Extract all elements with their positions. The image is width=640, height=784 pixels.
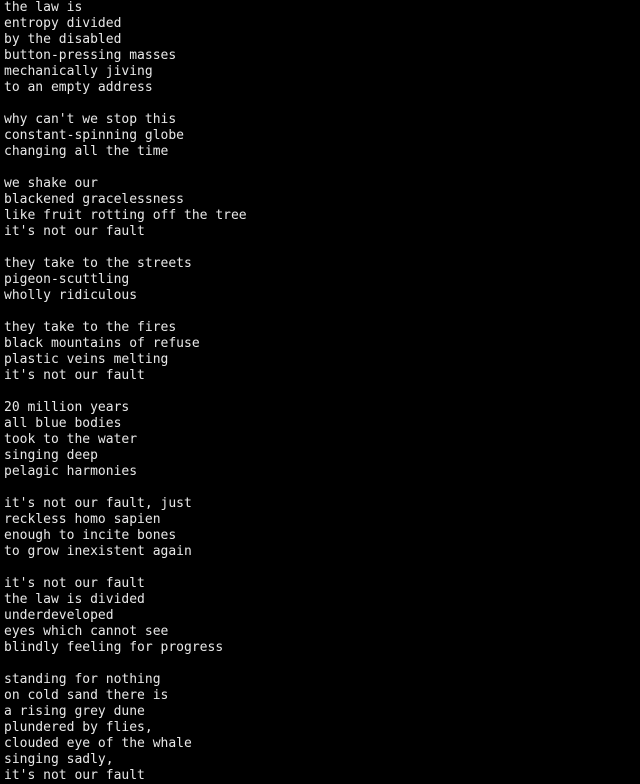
poem-line: plastic veins melting — [4, 352, 169, 367]
poem-blank-line — [4, 160, 640, 176]
poem-line: the law is — [4, 0, 83, 15]
poem-line: singing sadly, — [4, 752, 114, 767]
poem-blank-line — [4, 384, 640, 400]
poem-line: black mountains of refuse — [4, 336, 200, 351]
poem-line: clouded eye of the whale — [4, 736, 192, 751]
poem-line: standing for nothing — [4, 672, 161, 687]
poem-line: it's not our fault — [4, 576, 145, 591]
poem-line: like fruit rotting off the tree — [4, 208, 247, 223]
poem-line: we shake our — [4, 176, 98, 191]
poem-line: it's not our fault — [4, 368, 145, 383]
poem-line: to an empty address — [4, 80, 153, 95]
poem-line: constant-spinning globe — [4, 128, 185, 143]
poem-line: it's not our fault — [4, 224, 145, 239]
poem-line: underdeveloped — [4, 608, 114, 623]
poem-line: mechanically jiving — [4, 64, 153, 79]
poem-line: plundered by flies, — [4, 720, 153, 735]
poem-line: pigeon-scuttling — [4, 272, 130, 287]
poem-blank-line — [4, 480, 640, 496]
poem-line: enough to incite bones — [4, 528, 177, 543]
poem-blank-line — [4, 304, 640, 320]
poem-line: button-pressing masses — [4, 48, 177, 63]
poem-blank-line — [4, 560, 640, 576]
poem-line: singing deep — [4, 448, 98, 463]
poem-line: reckless homo sapien — [4, 512, 161, 527]
poem-line: blindly feeling for progress — [4, 640, 224, 655]
poem-line: it's not our fault, just — [4, 496, 192, 511]
poem-line: entropy divided — [4, 16, 122, 31]
poem-line: pelagic harmonies — [4, 464, 138, 479]
poem-line: by the disabled — [4, 32, 122, 47]
poem-line: it's not our fault — [4, 768, 145, 783]
poem-line: why can't we stop this — [4, 112, 177, 127]
poem-line: on cold sand there is — [4, 688, 169, 703]
poem-line: changing all the time — [4, 144, 169, 159]
poem-line: wholly ridiculous — [4, 288, 138, 303]
poem-line: they take to the streets — [4, 256, 192, 271]
poem-line: took to the water — [4, 432, 138, 447]
poem-line: to grow inexistent again — [4, 544, 192, 559]
poem-line: blackened gracelessness — [4, 192, 185, 207]
poem-line: the law is divided — [4, 592, 145, 607]
poem-line: 20 million years — [4, 400, 130, 415]
poem-line: a rising grey dune — [4, 704, 145, 719]
poem-blank-line — [4, 96, 640, 112]
poem-line: they take to the fires — [4, 320, 177, 335]
poem-line: all blue bodies — [4, 416, 122, 431]
poem-blank-line — [4, 240, 640, 256]
poem-blank-line — [4, 656, 640, 672]
poem-line: eyes which cannot see — [4, 624, 169, 639]
